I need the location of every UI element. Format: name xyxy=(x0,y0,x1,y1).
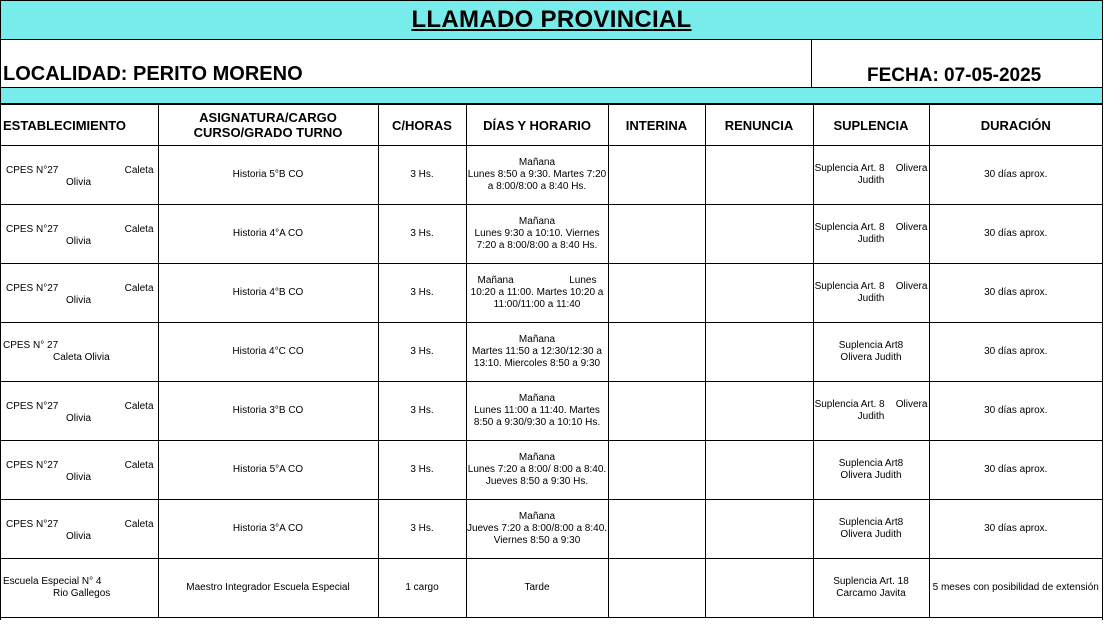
cell-interina xyxy=(608,264,705,323)
cell-asignatura: Historia 4°A CO xyxy=(158,205,378,264)
dias-line2: Jueves 7:20 a 8:00/8:00 a 8:40. xyxy=(466,523,608,534)
dias-line1: Mañana Lunes xyxy=(477,275,597,286)
cell-horas: 3 Hs. xyxy=(378,264,466,323)
cell-asignatura: Maestro Integrador Escuela Especial xyxy=(158,559,378,618)
estab-city-2: Olivia xyxy=(66,472,92,483)
dias-line3: Viernes 8:50 a 9:30 xyxy=(493,535,581,546)
cell-duracion: 30 días aprox. xyxy=(929,500,1102,559)
suplencia-line1: Suplencia Art. 8 Olivera xyxy=(814,222,928,233)
cell-suplencia xyxy=(813,264,929,323)
dias-line1: Mañana xyxy=(518,393,556,404)
suplencia-line2: Judith xyxy=(857,293,885,304)
cell-dias xyxy=(466,264,608,323)
cell-dias xyxy=(466,382,608,441)
cell-suplencia xyxy=(813,146,929,205)
cell-suplencia xyxy=(813,382,929,441)
dias-line2: Lunes 9:30 a 10:10. Viernes xyxy=(474,228,600,239)
info-row xyxy=(1,40,1102,88)
cell-duracion: 30 días aprox. xyxy=(929,146,1102,205)
cell-interina xyxy=(608,441,705,500)
cell-asignatura: Historia 5°B CO xyxy=(158,146,378,205)
cell-interina xyxy=(608,559,705,618)
table-row xyxy=(1,559,1102,618)
dias-line3: 11:00/11:00 a 11:40 xyxy=(493,299,581,310)
cell-suplencia xyxy=(813,323,929,382)
suplencia-line1: Suplencia Art. 8 Olivera xyxy=(814,163,928,174)
col-header-asignatura xyxy=(158,105,378,146)
suplencia-line2: Olivera Judith xyxy=(840,352,902,363)
dias-line2: Lunes 11:00 a 11:40. Martes xyxy=(474,405,600,416)
localidad-label: LOCALIDAD: PERITO MORENO xyxy=(3,63,303,85)
cell-dias: Tarde xyxy=(466,559,608,618)
cell-asignatura: Historia 4°B CO xyxy=(158,264,378,323)
suplencia-line1: Suplencia Art8 xyxy=(838,340,904,351)
cell-horas: 1 cargo xyxy=(378,559,466,618)
estab-city-2: Olivia xyxy=(66,531,92,542)
col-header-duracion: DURACIÓN xyxy=(929,105,1102,146)
estab-city-1: Caleta xyxy=(124,460,154,471)
cell-duracion: 5 meses con posibilidad de extensión xyxy=(929,559,1102,618)
col-header-establecimiento: ESTABLECIMIENTO xyxy=(1,105,158,146)
estab-name: CPES N°27 xyxy=(6,165,59,176)
cell-suplencia xyxy=(813,500,929,559)
estab-name: CPES N°27 xyxy=(6,519,59,530)
dias-line1: Mañana xyxy=(518,511,556,522)
cell-duracion: 30 días aprox. xyxy=(929,323,1102,382)
dias-line1: Mañana xyxy=(518,334,556,345)
table-row xyxy=(1,264,1102,323)
estab-name: CPES N°27 xyxy=(6,460,59,471)
cell-establecimiento xyxy=(1,559,158,618)
table-row xyxy=(1,500,1102,559)
estab-city-1: Caleta xyxy=(124,224,154,235)
estab-name: CPES N° 27 xyxy=(3,340,59,351)
estab-name: Escuela Especial N° 4 xyxy=(3,576,102,587)
col-header-suplencia: SUPLENCIA xyxy=(813,105,929,146)
estab-name: CPES N°27 xyxy=(6,283,59,294)
cell-suplencia xyxy=(813,205,929,264)
cell-renuncia xyxy=(705,500,813,559)
suplencia-line1: Suplencia Art. 8 Olivera xyxy=(814,399,928,410)
col-header-horas: C/HORAS xyxy=(378,105,466,146)
cell-asignatura: Historia 4°C CO xyxy=(158,323,378,382)
cell-interina xyxy=(608,382,705,441)
cell-renuncia xyxy=(705,323,813,382)
dias-line3: 7:20 a 8:00/8:00 a 8:40 Hs. xyxy=(476,240,598,251)
dias-line3: 13:10. Miercoles 8:50 a 9:30 xyxy=(473,358,601,369)
suplencia-line1: Suplencia Art. 8 Olivera xyxy=(814,281,928,292)
cell-asignatura: Historia 3°A CO xyxy=(158,500,378,559)
cell-interina xyxy=(608,205,705,264)
table-row xyxy=(1,205,1102,264)
suplencia-line1: Suplencia Art8 xyxy=(838,458,904,469)
suplencia-line2: Judith xyxy=(857,411,885,422)
cell-renuncia xyxy=(705,264,813,323)
suplencia-line2: Olivera Judith xyxy=(840,470,902,481)
cell-suplencia xyxy=(813,441,929,500)
suplencia-line2: Judith xyxy=(857,234,885,245)
fecha-label: FECHA: 07-05-2025 xyxy=(867,65,1042,86)
estab-city-2: Olivia xyxy=(66,236,92,247)
estab-name: CPES N°27 xyxy=(6,401,59,412)
cell-establecimiento xyxy=(1,500,158,559)
fecha-cell xyxy=(812,40,1102,87)
separator-strip xyxy=(1,88,1102,104)
dias-line2: Lunes 7:20 a 8:00/ 8:00 a 8:40. xyxy=(467,464,607,475)
cell-establecimiento xyxy=(1,146,158,205)
estab-city-1: Caleta xyxy=(124,519,154,530)
estab-city: Caleta Olivia xyxy=(53,352,110,363)
dias-line1: Mañana xyxy=(518,452,556,463)
dias-line1: Mañana xyxy=(518,216,556,227)
cell-renuncia xyxy=(705,441,813,500)
cell-dias xyxy=(466,500,608,559)
cell-renuncia xyxy=(705,205,813,264)
cell-establecimiento xyxy=(1,323,158,382)
suplencia-line2: Judith xyxy=(857,175,885,186)
estab-city-1: Caleta xyxy=(124,401,154,412)
col-header-interina: INTERINA xyxy=(608,105,705,146)
dias-line3: Jueves 8:50 a 9:30 Hs. xyxy=(485,476,589,487)
col-header-asignatura-line2: CURSO/GRADO TURNO xyxy=(193,125,343,140)
title-bar xyxy=(1,0,1102,40)
cell-dias xyxy=(466,205,608,264)
cell-renuncia xyxy=(705,146,813,205)
suplencia-line2: Olivera Judith xyxy=(840,529,902,540)
cell-establecimiento xyxy=(1,205,158,264)
positions-table xyxy=(1,104,1102,618)
suplencia-line2: Carcamo Javita xyxy=(836,588,906,599)
dias-line1: Mañana xyxy=(518,157,556,168)
cell-establecimiento xyxy=(1,441,158,500)
cell-duracion: 30 días aprox. xyxy=(929,205,1102,264)
cell-interina xyxy=(608,323,705,382)
cell-establecimiento xyxy=(1,264,158,323)
cell-horas: 3 Hs. xyxy=(378,382,466,441)
cell-asignatura: Historia 5°A CO xyxy=(158,441,378,500)
cell-duracion: 30 días aprox. xyxy=(929,264,1102,323)
table-header-row xyxy=(1,105,1102,146)
cell-interina xyxy=(608,500,705,559)
cell-suplencia xyxy=(813,559,929,618)
dias-line2: Martes 11:50 a 12:30/12:30 a xyxy=(472,346,602,357)
cell-horas: 3 Hs. xyxy=(378,205,466,264)
cell-establecimiento xyxy=(1,382,158,441)
col-header-renuncia: RENUNCIA xyxy=(705,105,813,146)
cell-horas: 3 Hs. xyxy=(378,146,466,205)
table-row xyxy=(1,323,1102,382)
estab-city: Rio Gallegos xyxy=(53,588,111,599)
table-row xyxy=(1,441,1102,500)
cell-duracion: 30 días aprox. xyxy=(929,441,1102,500)
page-title: LLAMADO PROVINCIAL xyxy=(411,6,692,33)
col-header-asignatura-line1: ASIGNATURA/CARGO xyxy=(199,110,337,125)
cell-dias xyxy=(466,323,608,382)
localidad-cell xyxy=(1,40,812,87)
col-header-dias: DÍAS Y HORARIO xyxy=(466,105,608,146)
cell-horas: 3 Hs. xyxy=(378,500,466,559)
estab-city-2: Olivia xyxy=(66,413,92,424)
estab-city-2: Olivia xyxy=(66,177,92,188)
cell-horas: 3 Hs. xyxy=(378,441,466,500)
cell-horas: 3 Hs. xyxy=(378,323,466,382)
estab-city-1: Caleta xyxy=(124,283,154,294)
cell-dias xyxy=(466,441,608,500)
cell-renuncia xyxy=(705,559,813,618)
cell-dias xyxy=(466,146,608,205)
estab-city-2: Olivia xyxy=(66,295,92,306)
cell-interina xyxy=(608,146,705,205)
suplencia-line1: Suplencia Art8 xyxy=(838,517,904,528)
estab-city-1: Caleta xyxy=(124,165,154,176)
suplencia-line1: Suplencia Art. 18 xyxy=(833,576,909,587)
dias-line2: 10:20 a 11:00. Martes 10:20 a xyxy=(470,287,604,298)
cell-renuncia xyxy=(705,382,813,441)
dias-line3: 8:50 a 9:30/9:30 a 10:10 Hs. xyxy=(473,417,601,428)
dias-line2: Lunes 8:50 a 9:30. Martes 7:20 xyxy=(467,169,607,180)
table-row xyxy=(1,146,1102,205)
table-row xyxy=(1,382,1102,441)
cell-asignatura: Historia 3°B CO xyxy=(158,382,378,441)
cell-duracion: 30 días aprox. xyxy=(929,382,1102,441)
estab-name: CPES N°27 xyxy=(6,224,59,235)
dias-line3: a 8:00/8:00 a 8:40 Hs. xyxy=(487,181,587,192)
